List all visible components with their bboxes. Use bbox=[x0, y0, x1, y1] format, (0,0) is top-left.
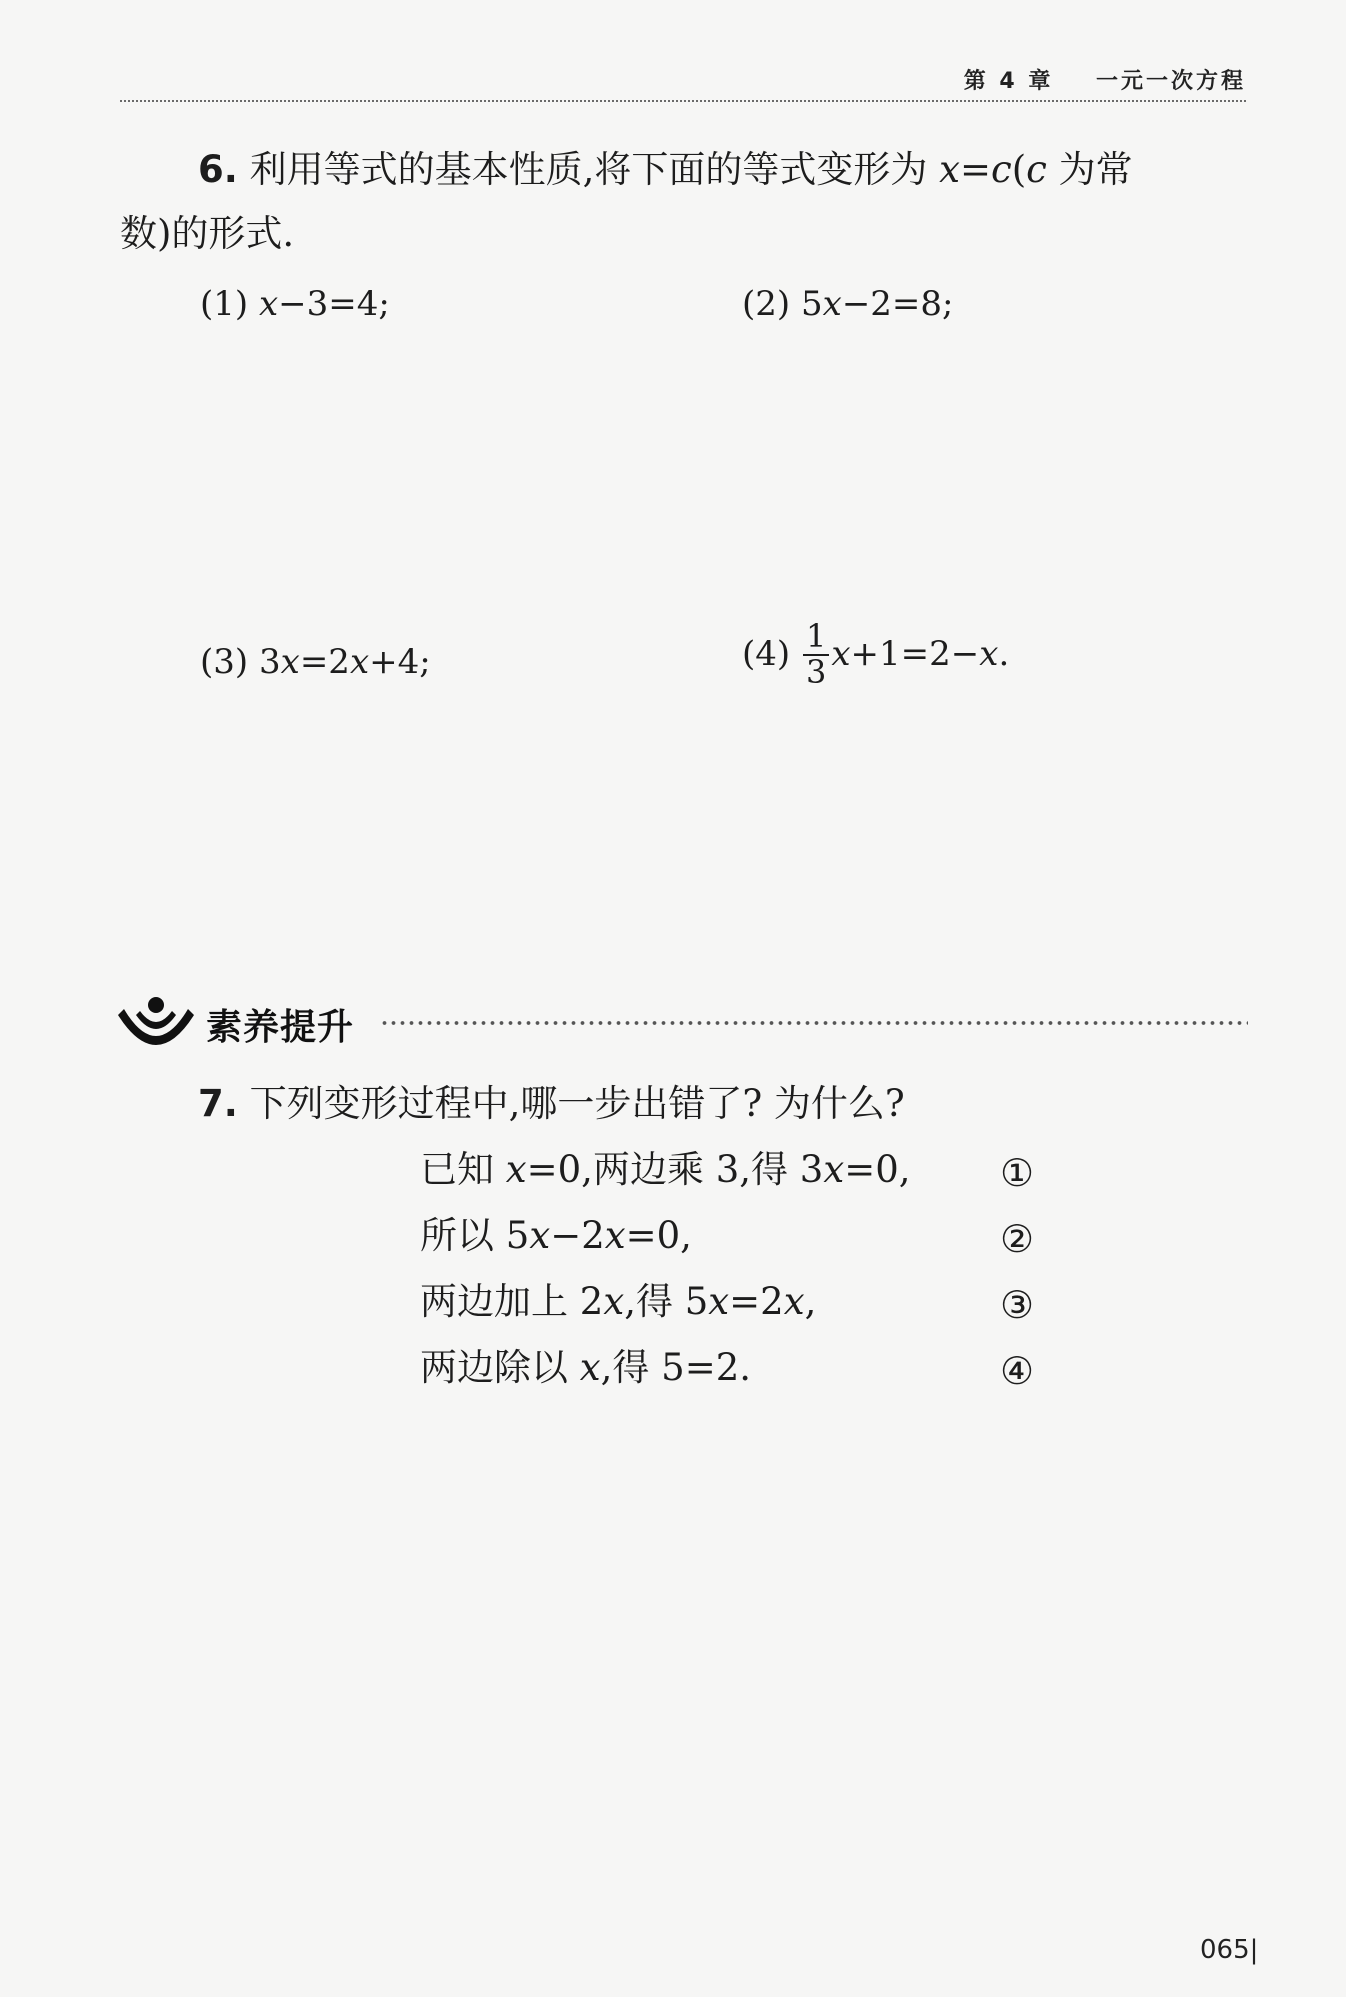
chapter-title: 一元一次方程 bbox=[1095, 69, 1246, 94]
header-divider bbox=[120, 100, 1246, 102]
step-3-text-a: 两边加上 2 bbox=[420, 1280, 604, 1323]
step-3-text-d: , bbox=[804, 1280, 817, 1323]
q6-item-2-label: (2) bbox=[742, 284, 791, 324]
fraction-numerator: 1 bbox=[803, 620, 829, 656]
q6-item-4-label: (4) bbox=[742, 634, 791, 675]
step-1-text-a: 已知 bbox=[420, 1148, 506, 1191]
step-3-var2: x bbox=[708, 1280, 730, 1323]
step-4-var1: x bbox=[579, 1346, 601, 1389]
q6-var-c: c bbox=[991, 148, 1012, 191]
q6-item-1-var: x bbox=[258, 284, 279, 324]
step-3-var1: x bbox=[603, 1280, 625, 1323]
q6-item-2-coef: 5 bbox=[800, 284, 823, 324]
banner-dotted-rule bbox=[380, 1019, 1248, 1027]
chapter-number: 第 4 章 bbox=[963, 69, 1054, 94]
step-4-text-a: 两边除以 bbox=[420, 1346, 580, 1389]
section-banner bbox=[118, 993, 1248, 1053]
chapter-heading bbox=[964, 64, 1246, 95]
q6-prompt-line1 bbox=[198, 148, 1133, 192]
q6-item-2-rest: −2=8; bbox=[841, 284, 954, 324]
step-3-var3: x bbox=[783, 1280, 805, 1323]
step-4-marker: ④ bbox=[1000, 1349, 1035, 1393]
q7-step-1 bbox=[420, 1148, 911, 1192]
q6-var-x: x bbox=[939, 148, 960, 191]
q6-item-3-rest: +4; bbox=[369, 642, 431, 682]
q6-item-4-end: . bbox=[998, 634, 1010, 675]
step-2-text-b: −2 bbox=[550, 1214, 605, 1257]
q6-item-4-fraction bbox=[803, 617, 829, 691]
q6-item-1 bbox=[200, 284, 390, 325]
page-header bbox=[120, 62, 1246, 102]
step-2-var1: x bbox=[529, 1214, 551, 1257]
step-3-marker: ③ bbox=[1000, 1283, 1035, 1327]
q6-item-3-var2: x bbox=[349, 642, 370, 682]
step-4-text-b: ,得 5=2. bbox=[600, 1346, 752, 1389]
q6-item-1-rest: −3=4; bbox=[278, 284, 390, 324]
q6-prompt-end: 为常 bbox=[1046, 148, 1133, 191]
step-3-text-c: =2 bbox=[729, 1280, 784, 1323]
q6-item-4-mid: +1=2− bbox=[850, 634, 980, 675]
q6-var-c2: c bbox=[1026, 148, 1047, 191]
fraction-denominator: 3 bbox=[805, 652, 827, 691]
q6-item-3-label: (3) bbox=[200, 642, 249, 682]
q7-step-4 bbox=[420, 1346, 751, 1390]
step-3-text-b: ,得 5 bbox=[624, 1280, 709, 1323]
section-title: 素养提升 bbox=[206, 1007, 355, 1048]
step-2-text-c: =0, bbox=[625, 1214, 692, 1257]
q7-step-3 bbox=[420, 1280, 816, 1324]
q7-step-2 bbox=[420, 1214, 692, 1258]
q6-item-3 bbox=[200, 642, 431, 683]
step-2-marker: ② bbox=[1000, 1217, 1035, 1261]
q6-eq-sign: = bbox=[959, 148, 991, 191]
page-number: 065| bbox=[1200, 1935, 1259, 1965]
q6-paren: ( bbox=[1011, 148, 1027, 191]
q6-item-4-var1: x bbox=[831, 634, 851, 675]
q6-item-3-coef: 3 bbox=[258, 642, 281, 682]
step-1-text-c: =0, bbox=[844, 1148, 911, 1191]
step-1-var2: x bbox=[823, 1148, 845, 1191]
step-1-var1: x bbox=[505, 1148, 527, 1191]
q6-item-1-label: (1) bbox=[200, 284, 249, 324]
q6-item-2 bbox=[742, 284, 954, 325]
q7-prompt-text: 下列变形过程中,哪一步出错了? 为什么? bbox=[249, 1082, 905, 1125]
q6-number: 6. bbox=[198, 148, 238, 191]
step-1-text-b: =0,两边乘 3,得 3 bbox=[526, 1148, 824, 1191]
q6-item-3-var1: x bbox=[280, 642, 300, 682]
q6-item-4-var2: x bbox=[979, 634, 999, 675]
q6-prompt-line2: 数)的形式. bbox=[120, 212, 295, 255]
step-2-text-a: 所以 5 bbox=[420, 1214, 530, 1257]
q7-number: 7. bbox=[198, 1082, 238, 1125]
step-2-var2: x bbox=[604, 1214, 626, 1257]
q6-item-2-var: x bbox=[822, 284, 842, 324]
q6-item-3-mid: =2 bbox=[299, 642, 350, 682]
literacy-emblem-icon bbox=[118, 993, 196, 1051]
q6-prompt-text: 利用等式的基本性质,将下面的等式变形为 bbox=[249, 148, 928, 191]
q6-item-4 bbox=[742, 617, 1010, 691]
step-1-marker: ① bbox=[1000, 1151, 1035, 1195]
q7-prompt bbox=[198, 1082, 905, 1126]
